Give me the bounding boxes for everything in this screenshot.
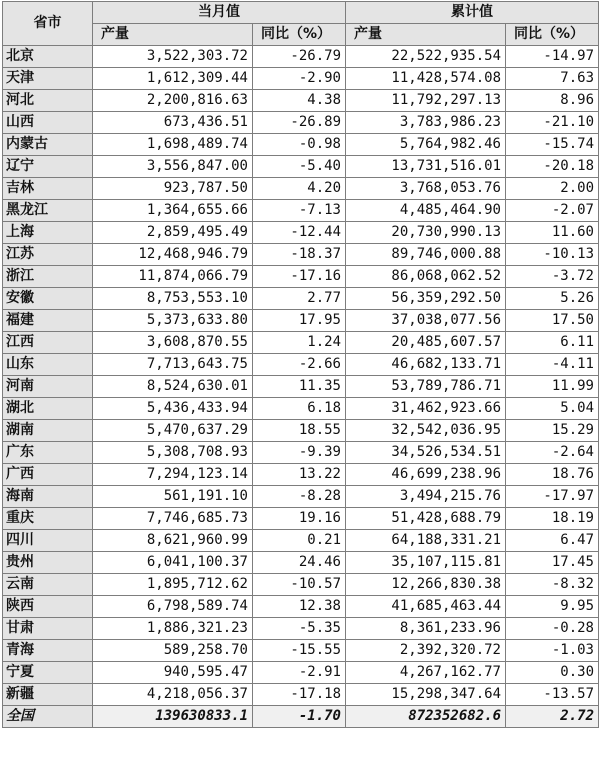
province-cell: 福建 [3,310,93,332]
table-body [3,46,599,728]
table-row [3,310,599,332]
cum-output-cell: 11,428,574.08 [346,68,506,90]
cum-yoy-cell: 5.04 [506,398,599,420]
production-table [2,1,599,728]
cum-output-cell: 41,685,463.44 [346,596,506,618]
cum-output-cell: 20,730,990.13 [346,222,506,244]
province-cell: 安徽 [3,288,93,310]
province-cell: 上海 [3,222,93,244]
table-row [3,156,599,178]
province-cell: 北京 [3,46,93,68]
month-output-cell: 4,218,056.37 [93,684,253,706]
month-yoy-cell: -8.28 [253,486,346,508]
cum-yoy-cell: 17.45 [506,552,599,574]
table-row [3,288,599,310]
month-output-cell: 3,556,847.00 [93,156,253,178]
cum-output-cell: 872352682.6 [346,706,506,728]
table-row [3,90,599,112]
header-row-sub [3,24,599,46]
month-output-cell: 1,886,321.23 [93,618,253,640]
province-cell: 河南 [3,376,93,398]
month-output-cell: 7,713,643.75 [93,354,253,376]
month-yoy-cell: -9.39 [253,442,346,464]
month-output-cell: 139630833.1 [93,706,253,728]
province-cell: 吉林 [3,178,93,200]
cum-yoy-cell: 5.26 [506,288,599,310]
month-yoy-cell: -2.66 [253,354,346,376]
cum-yoy-cell: 11.60 [506,222,599,244]
month-output-header: 产量 [93,24,253,46]
cum-yoy-cell: -2.07 [506,200,599,222]
cum-output-cell: 32,542,036.95 [346,420,506,442]
table-row [3,486,599,508]
month-output-cell: 3,608,870.55 [93,332,253,354]
month-output-cell: 673,436.51 [93,112,253,134]
cum-output-cell: 31,462,923.66 [346,398,506,420]
month-yoy-cell: 11.35 [253,376,346,398]
cum-output-header: 产量 [346,24,506,46]
cum-output-cell: 13,731,516.01 [346,156,506,178]
cum-yoy-cell: -13.57 [506,684,599,706]
cum-yoy-cell: 6.47 [506,530,599,552]
province-cell: 广东 [3,442,93,464]
cum-yoy-cell: -10.13 [506,244,599,266]
cum-yoy-cell: 8.96 [506,90,599,112]
cum-yoy-cell: 9.95 [506,596,599,618]
table-row [3,618,599,640]
cum-yoy-cell: 18.76 [506,464,599,486]
table-row [3,662,599,684]
province-cell: 湖北 [3,398,93,420]
cum-output-cell: 34,526,534.51 [346,442,506,464]
month-output-cell: 1,895,712.62 [93,574,253,596]
cum-yoy-cell: -8.32 [506,574,599,596]
cum-output-cell: 4,267,162.77 [346,662,506,684]
cum-output-cell: 3,783,986.23 [346,112,506,134]
cum-output-cell: 5,764,982.46 [346,134,506,156]
month-yoy-cell: 24.46 [253,552,346,574]
province-cell: 贵州 [3,552,93,574]
cum-output-cell: 3,494,215.76 [346,486,506,508]
table-row [3,222,599,244]
month-output-cell: 5,373,633.80 [93,310,253,332]
table-row [3,574,599,596]
cum-yoy-cell: 6.11 [506,332,599,354]
month-output-cell: 8,524,630.01 [93,376,253,398]
month-output-cell: 3,522,303.72 [93,46,253,68]
month-output-cell: 923,787.50 [93,178,253,200]
month-yoy-cell: -26.89 [253,112,346,134]
total-row [3,706,599,728]
province-cell: 辽宁 [3,156,93,178]
cum-yoy-cell: 2.72 [506,706,599,728]
cum-yoy-cell: 0.30 [506,662,599,684]
cum-yoy-cell: 11.99 [506,376,599,398]
province-cell: 甘肃 [3,618,93,640]
table-row [3,178,599,200]
header-row-top [3,2,599,24]
month-output-cell: 6,041,100.37 [93,552,253,574]
province-cell: 四川 [3,530,93,552]
cum-yoy-cell: -17.97 [506,486,599,508]
cum-yoy-cell: -15.74 [506,134,599,156]
cum-yoy-cell: -3.72 [506,266,599,288]
cum-yoy-cell: -21.10 [506,112,599,134]
month-yoy-cell: 2.77 [253,288,346,310]
month-yoy-cell: 1.24 [253,332,346,354]
province-cell: 江苏 [3,244,93,266]
month-output-cell: 8,621,960.99 [93,530,253,552]
province-cell: 青海 [3,640,93,662]
cum-yoy-cell: 7.63 [506,68,599,90]
month-yoy-cell: -10.57 [253,574,346,596]
month-output-cell: 11,874,066.79 [93,266,253,288]
table-row [3,68,599,90]
cum-yoy-cell: 18.19 [506,508,599,530]
province-header: 省市 [3,2,93,46]
month-output-cell: 2,859,495.49 [93,222,253,244]
month-output-cell: 7,746,685.73 [93,508,253,530]
cum-yoy-header: 同比（%） [506,24,599,46]
month-output-cell: 6,798,589.74 [93,596,253,618]
table-row [3,640,599,662]
table-row [3,596,599,618]
table-row [3,244,599,266]
cumulative-header: 累计值 [346,2,599,24]
month-yoy-cell: 4.20 [253,178,346,200]
month-yoy-cell: 4.38 [253,90,346,112]
province-cell: 河北 [3,90,93,112]
month-yoy-cell: -5.35 [253,618,346,640]
table-row [3,398,599,420]
table-row [3,134,599,156]
month-yoy-cell: -18.37 [253,244,346,266]
table-row [3,464,599,486]
table-row [3,376,599,398]
cum-output-cell: 53,789,786.71 [346,376,506,398]
table-row [3,552,599,574]
month-yoy-cell: 13.22 [253,464,346,486]
cum-yoy-cell: -4.11 [506,354,599,376]
province-cell: 云南 [3,574,93,596]
cum-output-cell: 3,768,053.76 [346,178,506,200]
month-output-cell: 12,468,946.79 [93,244,253,266]
month-yoy-cell: -5.40 [253,156,346,178]
province-cell: 全国 [3,706,93,728]
province-cell: 内蒙古 [3,134,93,156]
month-output-cell: 5,308,708.93 [93,442,253,464]
month-yoy-cell: -12.44 [253,222,346,244]
month-output-cell: 8,753,553.10 [93,288,253,310]
cum-output-cell: 37,038,077.56 [346,310,506,332]
month-yoy-header: 同比（%） [253,24,346,46]
month-yoy-cell: -2.90 [253,68,346,90]
province-cell: 浙江 [3,266,93,288]
month-yoy-cell: -17.18 [253,684,346,706]
province-cell: 新疆 [3,684,93,706]
table-row [3,46,599,68]
cum-output-cell: 46,699,238.96 [346,464,506,486]
month-yoy-cell: -17.16 [253,266,346,288]
province-cell: 天津 [3,68,93,90]
province-cell: 山西 [3,112,93,134]
cum-yoy-cell: 17.50 [506,310,599,332]
cum-yoy-cell: 15.29 [506,420,599,442]
cum-output-cell: 89,746,000.88 [346,244,506,266]
province-cell: 江西 [3,332,93,354]
province-cell: 湖南 [3,420,93,442]
cum-yoy-cell: -14.97 [506,46,599,68]
month-output-cell: 1,364,655.66 [93,200,253,222]
table-row [3,530,599,552]
province-cell: 山东 [3,354,93,376]
cum-output-cell: 20,485,607.57 [346,332,506,354]
table-row [3,200,599,222]
month-yoy-cell: 6.18 [253,398,346,420]
cum-output-cell: 15,298,347.64 [346,684,506,706]
cum-output-cell: 11,792,297.13 [346,90,506,112]
month-yoy-cell: 19.16 [253,508,346,530]
month-output-cell: 5,470,637.29 [93,420,253,442]
month-output-cell: 561,191.10 [93,486,253,508]
month-yoy-cell: -15.55 [253,640,346,662]
cum-output-cell: 4,485,464.90 [346,200,506,222]
cum-yoy-cell: -20.18 [506,156,599,178]
month-yoy-cell: 17.95 [253,310,346,332]
cum-output-cell: 51,428,688.79 [346,508,506,530]
month-output-cell: 1,698,489.74 [93,134,253,156]
province-cell: 黑龙江 [3,200,93,222]
cum-yoy-cell: 2.00 [506,178,599,200]
table-header [3,2,599,46]
table-row [3,354,599,376]
month-output-cell: 940,595.47 [93,662,253,684]
cum-output-cell: 8,361,233.96 [346,618,506,640]
month-output-cell: 2,200,816.63 [93,90,253,112]
cum-output-cell: 12,266,830.38 [346,574,506,596]
cum-yoy-cell: -1.03 [506,640,599,662]
province-cell: 宁夏 [3,662,93,684]
cum-yoy-cell: -0.28 [506,618,599,640]
table-row [3,112,599,134]
month-output-cell: 1,612,309.44 [93,68,253,90]
cum-output-cell: 56,359,292.50 [346,288,506,310]
cum-output-cell: 86,068,062.52 [346,266,506,288]
month-output-cell: 7,294,123.14 [93,464,253,486]
cum-output-cell: 46,682,133.71 [346,354,506,376]
table-row [3,266,599,288]
table-row [3,508,599,530]
cum-yoy-cell: -2.64 [506,442,599,464]
month-yoy-cell: -26.79 [253,46,346,68]
month-yoy-cell: 12.38 [253,596,346,618]
cum-output-cell: 2,392,320.72 [346,640,506,662]
month-yoy-cell: -0.98 [253,134,346,156]
table-row [3,684,599,706]
month-output-cell: 589,258.70 [93,640,253,662]
month-yoy-cell: -1.70 [253,706,346,728]
cum-output-cell: 22,522,935.54 [346,46,506,68]
table-row [3,420,599,442]
month-yoy-cell: -7.13 [253,200,346,222]
province-cell: 陕西 [3,596,93,618]
month-output-cell: 5,436,433.94 [93,398,253,420]
current-month-header: 当月值 [93,2,346,24]
month-yoy-cell: -2.91 [253,662,346,684]
cum-output-cell: 35,107,115.81 [346,552,506,574]
province-cell: 重庆 [3,508,93,530]
province-cell: 海南 [3,486,93,508]
month-yoy-cell: 0.21 [253,530,346,552]
cum-output-cell: 64,188,331.21 [346,530,506,552]
table-row [3,442,599,464]
province-cell: 广西 [3,464,93,486]
table-row [3,332,599,354]
month-yoy-cell: 18.55 [253,420,346,442]
